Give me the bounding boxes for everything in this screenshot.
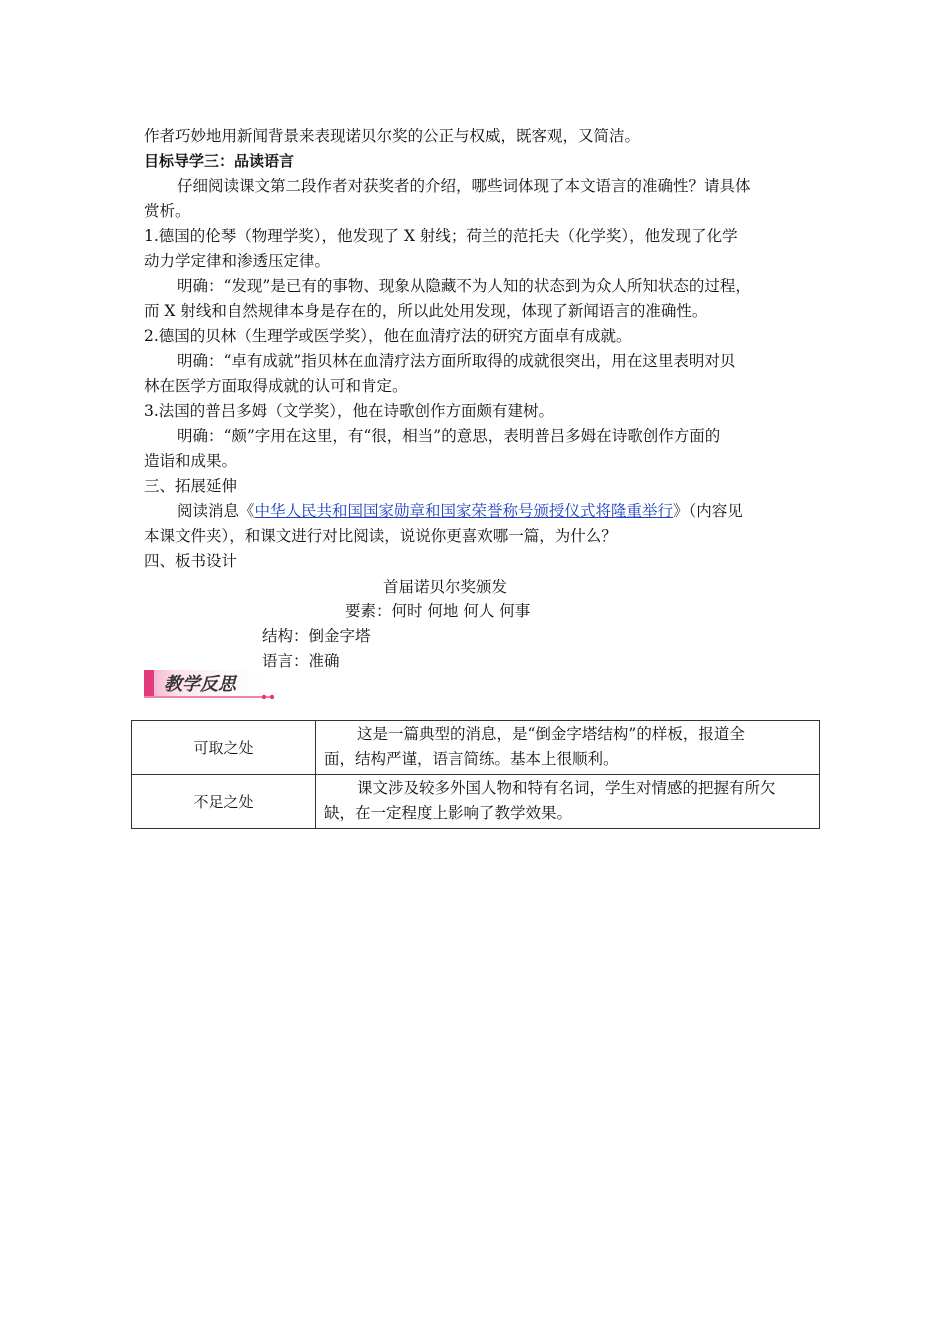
paragraph-line: 造诣和成果。 (144, 452, 238, 470)
banner-title: 教学反思 (164, 674, 236, 695)
reflection-table (131, 720, 820, 829)
link-prefix: 阅读消息《 (177, 502, 255, 520)
link-suffix: 》（内容见 (673, 502, 743, 520)
list-item: 2.德国的贝林（生理学或医学奖），他在血清疗法的研究方面卓有成就。 (144, 327, 632, 345)
paragraph-line: 仔细阅读课文第二段作者对获奖者的介绍，哪些词体现了本文语言的准确性？请具体 (177, 177, 751, 195)
paragraph-line: 而 X 射线和自然规律本身是存在的，所以此处用发现，体现了新闻语言的准确性。 (144, 302, 708, 320)
row-label: 不足之处 (132, 775, 316, 829)
table-row (132, 721, 820, 775)
content-line: 课文涉及较多外国人物和特有名词，学生对情感的把握有所欠 (357, 779, 776, 797)
answer-line: 明确：“发现”是已有的事物、现象从隐藏不为人知的状态到为众人所知状态的过程， (177, 277, 751, 295)
board-structure: 结构：倒金字塔 (262, 627, 371, 645)
section-heading: 目标导学三：品读语言 (144, 152, 295, 170)
list-item: 1.德国的伦琴（物理学奖），他发现了 X 射线；荷兰的范托夫（化学奖），他发现了化学 (144, 227, 738, 245)
board-language: 语言：准确 (262, 652, 340, 670)
answer-line: 明确：“颇”字用在这里，有“很，相当”的意思，表明普吕多姆在诗歌创作方面的 (177, 427, 721, 445)
paragraph-line (177, 499, 820, 524)
paragraph-line: 林在医学方面取得成就的认可和肯定。 (144, 377, 408, 395)
table-row (132, 775, 820, 829)
row-content (316, 721, 820, 775)
answer-line: 明确：“卓有成就”指贝林在血清疗法方面所取得的成就很突出，用在这里表明对贝 (177, 352, 736, 370)
reflection-banner (144, 668, 276, 700)
paragraph-line: 赏析。 (144, 202, 191, 220)
content-line: 缺，在一定程度上影响了教学效果。 (324, 804, 573, 822)
board-title: 首届诺贝尔奖颁发 (383, 578, 508, 596)
news-link[interactable]: 中华人民共和国国家勋章和国家荣誉称号颁授仪式将隆重举行 (254, 502, 674, 520)
row-content (316, 775, 820, 829)
content-line: 面，结构严谨，语言简练。基本上很顺利。 (324, 750, 619, 768)
list-item: 3.法国的普吕多姆（文学奖），他在诗歌创作方面颇有建树。 (144, 402, 555, 420)
content-line: 这是一篇典型的消息，是“倒金字塔结构”的样板，报道全 (357, 725, 745, 743)
section-heading: 三、拓展延伸 (144, 477, 238, 495)
section-heading: 四、板书设计 (144, 552, 238, 570)
paragraph-line: 本课文件夹），和课文进行对比阅读，说说你更喜欢哪一篇，为什么？ (144, 527, 617, 545)
board-elements: 要素：何时 何地 何人 何事 (345, 602, 531, 620)
paragraph-line: 作者巧妙地用新闻背景来表现诺贝尔奖的公正与权威，既客观，又简洁。 (144, 127, 641, 145)
row-label: 可取之处 (132, 721, 316, 775)
paragraph-line: 动力学定律和渗透压定律。 (144, 252, 331, 270)
